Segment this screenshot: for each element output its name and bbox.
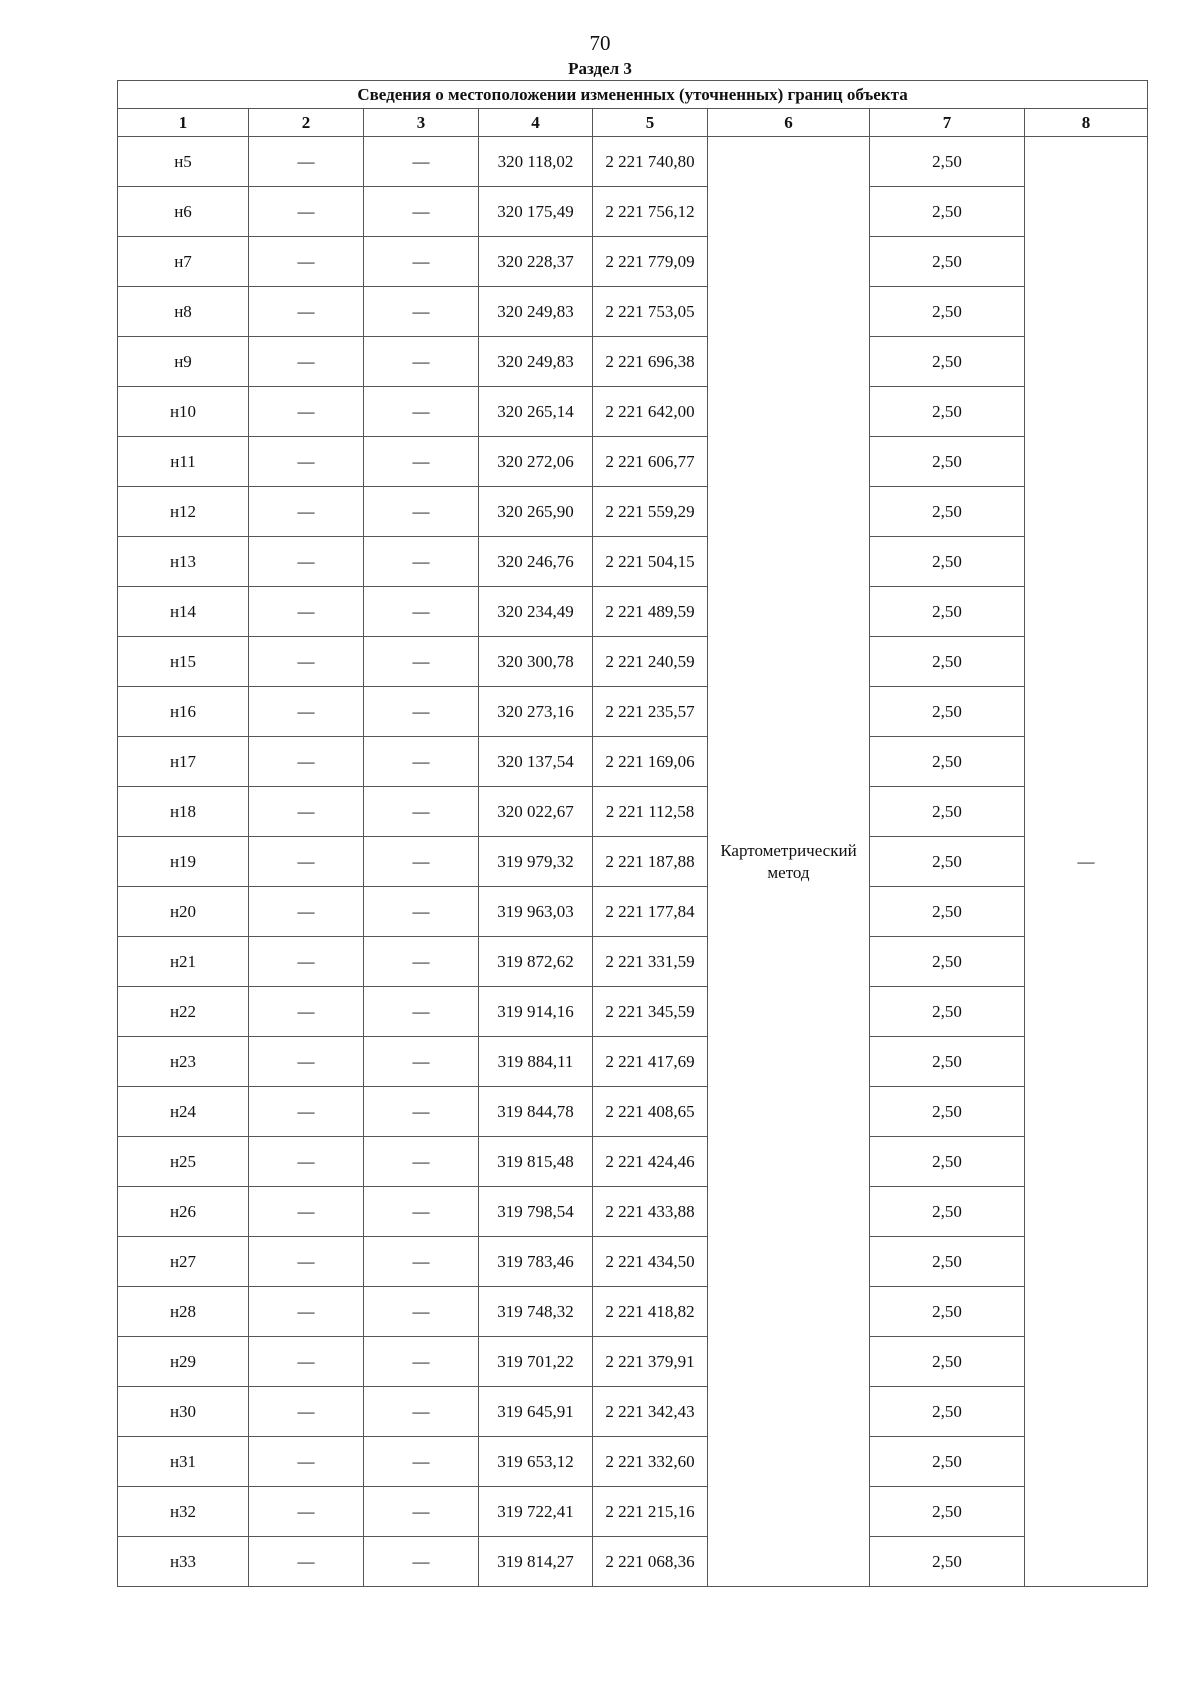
y-coordinate-cell: 2 221 342,43: [593, 1387, 708, 1437]
y-coordinate-cell: 2 221 345,59: [593, 987, 708, 1037]
x-coordinate-cell: 319 914,16: [479, 987, 593, 1037]
table-row: [118, 1287, 1148, 1337]
accuracy-cell: 2,50: [870, 1537, 1025, 1587]
column-3-cell: —: [364, 587, 479, 637]
y-coordinate-cell: 2 221 753,05: [593, 287, 708, 337]
y-coordinate-cell: 2 221 187,88: [593, 837, 708, 887]
y-coordinate-cell: 2 221 068,36: [593, 1537, 708, 1587]
x-coordinate-cell: 319 645,91: [479, 1387, 593, 1437]
point-id-cell: н26: [118, 1187, 249, 1237]
accuracy-cell: 2,50: [870, 537, 1025, 587]
column-3-cell: —: [364, 1387, 479, 1437]
table-row: [118, 187, 1148, 237]
point-id-cell: н14: [118, 587, 249, 637]
column-3-cell: —: [364, 287, 479, 337]
accuracy-cell: 2,50: [870, 1437, 1025, 1487]
x-coordinate-cell: 319 814,27: [479, 1537, 593, 1587]
column-number-header: 2: [249, 109, 364, 137]
y-coordinate-cell: 2 221 779,09: [593, 237, 708, 287]
table-row: [118, 1387, 1148, 1437]
column-2-cell: —: [249, 687, 364, 737]
column-3-cell: —: [364, 437, 479, 487]
column-number-header: 5: [593, 109, 708, 137]
accuracy-cell: 2,50: [870, 987, 1025, 1037]
y-coordinate-cell: 2 221 379,91: [593, 1337, 708, 1387]
x-coordinate-cell: 320 228,37: [479, 237, 593, 287]
table-row: [118, 937, 1148, 987]
column-2-cell: —: [249, 537, 364, 587]
column-2-cell: —: [249, 787, 364, 837]
point-id-cell: н21: [118, 937, 249, 987]
point-id-cell: н12: [118, 487, 249, 537]
y-coordinate-cell: 2 221 434,50: [593, 1237, 708, 1287]
accuracy-cell: 2,50: [870, 1337, 1025, 1387]
column-2-cell: —: [249, 737, 364, 787]
y-coordinate-cell: 2 221 417,69: [593, 1037, 708, 1087]
point-id-cell: н9: [118, 337, 249, 387]
x-coordinate-cell: 320 234,49: [479, 587, 593, 637]
accuracy-cell: 2,50: [870, 1387, 1025, 1437]
y-coordinate-cell: 2 221 215,16: [593, 1487, 708, 1537]
column-number-header: 4: [479, 109, 593, 137]
column-3-cell: —: [364, 1537, 479, 1587]
column-3-cell: —: [364, 1187, 479, 1237]
point-id-cell: н17: [118, 737, 249, 787]
point-id-cell: н8: [118, 287, 249, 337]
column-number-row: [118, 109, 1148, 137]
x-coordinate-cell: 319 798,54: [479, 1187, 593, 1237]
accuracy-cell: 2,50: [870, 1037, 1025, 1087]
y-coordinate-cell: 2 221 112,58: [593, 787, 708, 837]
table-row: [118, 287, 1148, 337]
x-coordinate-cell: 320 175,49: [479, 187, 593, 237]
accuracy-cell: 2,50: [870, 1487, 1025, 1537]
column-2-cell: —: [249, 637, 364, 687]
table-row: [118, 737, 1148, 787]
x-coordinate-cell: 320 249,83: [479, 337, 593, 387]
point-id-cell: н13: [118, 537, 249, 587]
y-coordinate-cell: 2 221 559,29: [593, 487, 708, 537]
column-2-cell: —: [249, 1537, 364, 1587]
column-2-cell: —: [249, 587, 364, 637]
table-row: [118, 587, 1148, 637]
column-3-cell: —: [364, 387, 479, 437]
column-3-cell: —: [364, 1037, 479, 1087]
column-8-cell: —: [1025, 137, 1148, 1587]
column-2-cell: —: [249, 237, 364, 287]
table-row: [118, 1437, 1148, 1487]
x-coordinate-cell: 319 783,46: [479, 1237, 593, 1287]
table-row: [118, 1137, 1148, 1187]
x-coordinate-cell: 320 022,67: [479, 787, 593, 837]
x-coordinate-cell: 319 844,78: [479, 1087, 593, 1137]
table-caption: Сведения о местоположении измененных (уточненных) границ объекта: [118, 81, 1148, 109]
column-3-cell: —: [364, 787, 479, 837]
accuracy-cell: 2,50: [870, 137, 1025, 187]
accuracy-cell: 2,50: [870, 1137, 1025, 1187]
table-row: [118, 437, 1148, 487]
table-row: [118, 637, 1148, 687]
table-row: [118, 387, 1148, 437]
table-row: [118, 887, 1148, 937]
table-row: [118, 787, 1148, 837]
y-coordinate-cell: 2 221 169,06: [593, 737, 708, 787]
table-row: [118, 1487, 1148, 1537]
point-id-cell: н19: [118, 837, 249, 887]
y-coordinate-cell: 2 221 740,80: [593, 137, 708, 187]
column-2-cell: —: [249, 387, 364, 437]
table-row: [118, 1237, 1148, 1287]
column-3-cell: —: [364, 1437, 479, 1487]
column-3-cell: —: [364, 637, 479, 687]
point-id-cell: н18: [118, 787, 249, 837]
accuracy-cell: 2,50: [870, 1087, 1025, 1137]
column-3-cell: —: [364, 887, 479, 937]
column-number-header: 6: [708, 109, 870, 137]
table-row: [118, 337, 1148, 387]
table-row: [118, 1187, 1148, 1237]
column-2-cell: —: [249, 1037, 364, 1087]
column-2-cell: —: [249, 1337, 364, 1387]
column-3-cell: —: [364, 237, 479, 287]
y-coordinate-cell: 2 221 642,00: [593, 387, 708, 437]
column-2-cell: —: [249, 987, 364, 1037]
column-2-cell: —: [249, 337, 364, 387]
point-id-cell: н29: [118, 1337, 249, 1387]
accuracy-cell: 2,50: [870, 487, 1025, 537]
y-coordinate-cell: 2 221 504,15: [593, 537, 708, 587]
column-2-cell: —: [249, 1137, 364, 1187]
column-3-cell: —: [364, 137, 479, 187]
accuracy-cell: 2,50: [870, 287, 1025, 337]
accuracy-cell: 2,50: [870, 637, 1025, 687]
table-row: [118, 1537, 1148, 1587]
point-id-cell: н22: [118, 987, 249, 1037]
table-row: [118, 237, 1148, 287]
x-coordinate-cell: 319 815,48: [479, 1137, 593, 1187]
column-2-cell: —: [249, 1387, 364, 1437]
point-id-cell: н5: [118, 137, 249, 187]
point-id-cell: н16: [118, 687, 249, 737]
point-id-cell: н24: [118, 1087, 249, 1137]
column-2-cell: —: [249, 1187, 364, 1237]
column-2-cell: —: [249, 487, 364, 537]
column-2-cell: —: [249, 187, 364, 237]
method-cell: Картометрический метод: [708, 137, 870, 1587]
column-3-cell: —: [364, 937, 479, 987]
point-id-cell: н33: [118, 1537, 249, 1587]
table-row: [118, 987, 1148, 1037]
accuracy-cell: 2,50: [870, 187, 1025, 237]
x-coordinate-cell: 320 249,83: [479, 287, 593, 337]
column-number-header: 7: [870, 109, 1025, 137]
accuracy-cell: 2,50: [870, 1187, 1025, 1237]
table-row: [118, 1087, 1148, 1137]
accuracy-cell: 2,50: [870, 387, 1025, 437]
accuracy-cell: 2,50: [870, 787, 1025, 837]
column-2-cell: —: [249, 287, 364, 337]
accuracy-cell: 2,50: [870, 887, 1025, 937]
column-2-cell: —: [249, 1237, 364, 1287]
y-coordinate-cell: 2 221 433,88: [593, 1187, 708, 1237]
column-3-cell: —: [364, 737, 479, 787]
point-id-cell: н31: [118, 1437, 249, 1487]
x-coordinate-cell: 319 963,03: [479, 887, 593, 937]
accuracy-cell: 2,50: [870, 237, 1025, 287]
column-number-header: 8: [1025, 109, 1148, 137]
column-number-header: 1: [118, 109, 249, 137]
point-id-cell: н20: [118, 887, 249, 937]
x-coordinate-cell: 319 722,41: [479, 1487, 593, 1537]
column-3-cell: —: [364, 337, 479, 387]
x-coordinate-cell: 319 872,62: [479, 937, 593, 987]
column-3-cell: —: [364, 1237, 479, 1287]
x-coordinate-cell: 320 272,06: [479, 437, 593, 487]
accuracy-cell: 2,50: [870, 737, 1025, 787]
y-coordinate-cell: 2 221 240,59: [593, 637, 708, 687]
column-3-cell: —: [364, 537, 479, 587]
y-coordinate-cell: 2 221 696,38: [593, 337, 708, 387]
column-3-cell: —: [364, 837, 479, 887]
column-3-cell: —: [364, 187, 479, 237]
y-coordinate-cell: 2 221 408,65: [593, 1087, 708, 1137]
x-coordinate-cell: 320 137,54: [479, 737, 593, 787]
table-row: [118, 1337, 1148, 1387]
point-id-cell: н25: [118, 1137, 249, 1187]
y-coordinate-cell: 2 221 424,46: [593, 1137, 708, 1187]
x-coordinate-cell: 320 265,14: [479, 387, 593, 437]
x-coordinate-cell: 319 884,11: [479, 1037, 593, 1087]
column-2-cell: —: [249, 1487, 364, 1537]
accuracy-cell: 2,50: [870, 587, 1025, 637]
x-coordinate-cell: 319 653,12: [479, 1437, 593, 1487]
x-coordinate-cell: 320 273,16: [479, 687, 593, 737]
x-coordinate-cell: 320 246,76: [479, 537, 593, 587]
point-id-cell: н30: [118, 1387, 249, 1437]
table-body: [118, 137, 1148, 1587]
point-id-cell: н6: [118, 187, 249, 237]
y-coordinate-cell: 2 221 489,59: [593, 587, 708, 637]
column-3-cell: —: [364, 1087, 479, 1137]
y-coordinate-cell: 2 221 418,82: [593, 1287, 708, 1337]
column-3-cell: —: [364, 987, 479, 1037]
x-coordinate-cell: 319 701,22: [479, 1337, 593, 1387]
coordinates-table: [117, 80, 1148, 1587]
accuracy-cell: 2,50: [870, 337, 1025, 387]
column-3-cell: —: [364, 1137, 479, 1187]
point-id-cell: н27: [118, 1237, 249, 1287]
y-coordinate-cell: 2 221 756,12: [593, 187, 708, 237]
y-coordinate-cell: 2 221 332,60: [593, 1437, 708, 1487]
column-2-cell: —: [249, 937, 364, 987]
x-coordinate-cell: 319 979,32: [479, 837, 593, 887]
column-2-cell: —: [249, 1287, 364, 1337]
y-coordinate-cell: 2 221 177,84: [593, 887, 708, 937]
accuracy-cell: 2,50: [870, 1237, 1025, 1287]
point-id-cell: н23: [118, 1037, 249, 1087]
point-id-cell: н28: [118, 1287, 249, 1337]
point-id-cell: н11: [118, 437, 249, 487]
point-id-cell: н7: [118, 237, 249, 287]
table-row: [118, 487, 1148, 537]
accuracy-cell: 2,50: [870, 837, 1025, 887]
table-row: [118, 1037, 1148, 1087]
table-row: [118, 687, 1148, 737]
column-3-cell: —: [364, 487, 479, 537]
column-3-cell: —: [364, 1287, 479, 1337]
y-coordinate-cell: 2 221 606,77: [593, 437, 708, 487]
point-id-cell: н32: [118, 1487, 249, 1537]
accuracy-cell: 2,50: [870, 687, 1025, 737]
x-coordinate-cell: 320 300,78: [479, 637, 593, 687]
accuracy-cell: 2,50: [870, 1287, 1025, 1337]
y-coordinate-cell: 2 221 331,59: [593, 937, 708, 987]
column-3-cell: —: [364, 1337, 479, 1387]
column-2-cell: —: [249, 1087, 364, 1137]
section-title: Раздел 3: [568, 59, 632, 78]
column-2-cell: —: [249, 887, 364, 937]
column-2-cell: —: [249, 437, 364, 487]
column-2-cell: —: [249, 837, 364, 887]
column-3-cell: —: [364, 687, 479, 737]
column-3-cell: —: [364, 1487, 479, 1537]
column-number-header: 3: [364, 109, 479, 137]
point-id-cell: н10: [118, 387, 249, 437]
column-2-cell: —: [249, 137, 364, 187]
accuracy-cell: 2,50: [870, 937, 1025, 987]
point-id-cell: н15: [118, 637, 249, 687]
accuracy-cell: 2,50: [870, 437, 1025, 487]
table-row: [118, 837, 1148, 887]
table-row: [118, 537, 1148, 587]
column-2-cell: —: [249, 1437, 364, 1487]
x-coordinate-cell: 319 748,32: [479, 1287, 593, 1337]
x-coordinate-cell: 320 118,02: [479, 137, 593, 187]
page-number: 70: [589, 31, 611, 55]
table-row: [118, 137, 1148, 187]
x-coordinate-cell: 320 265,90: [479, 487, 593, 537]
y-coordinate-cell: 2 221 235,57: [593, 687, 708, 737]
